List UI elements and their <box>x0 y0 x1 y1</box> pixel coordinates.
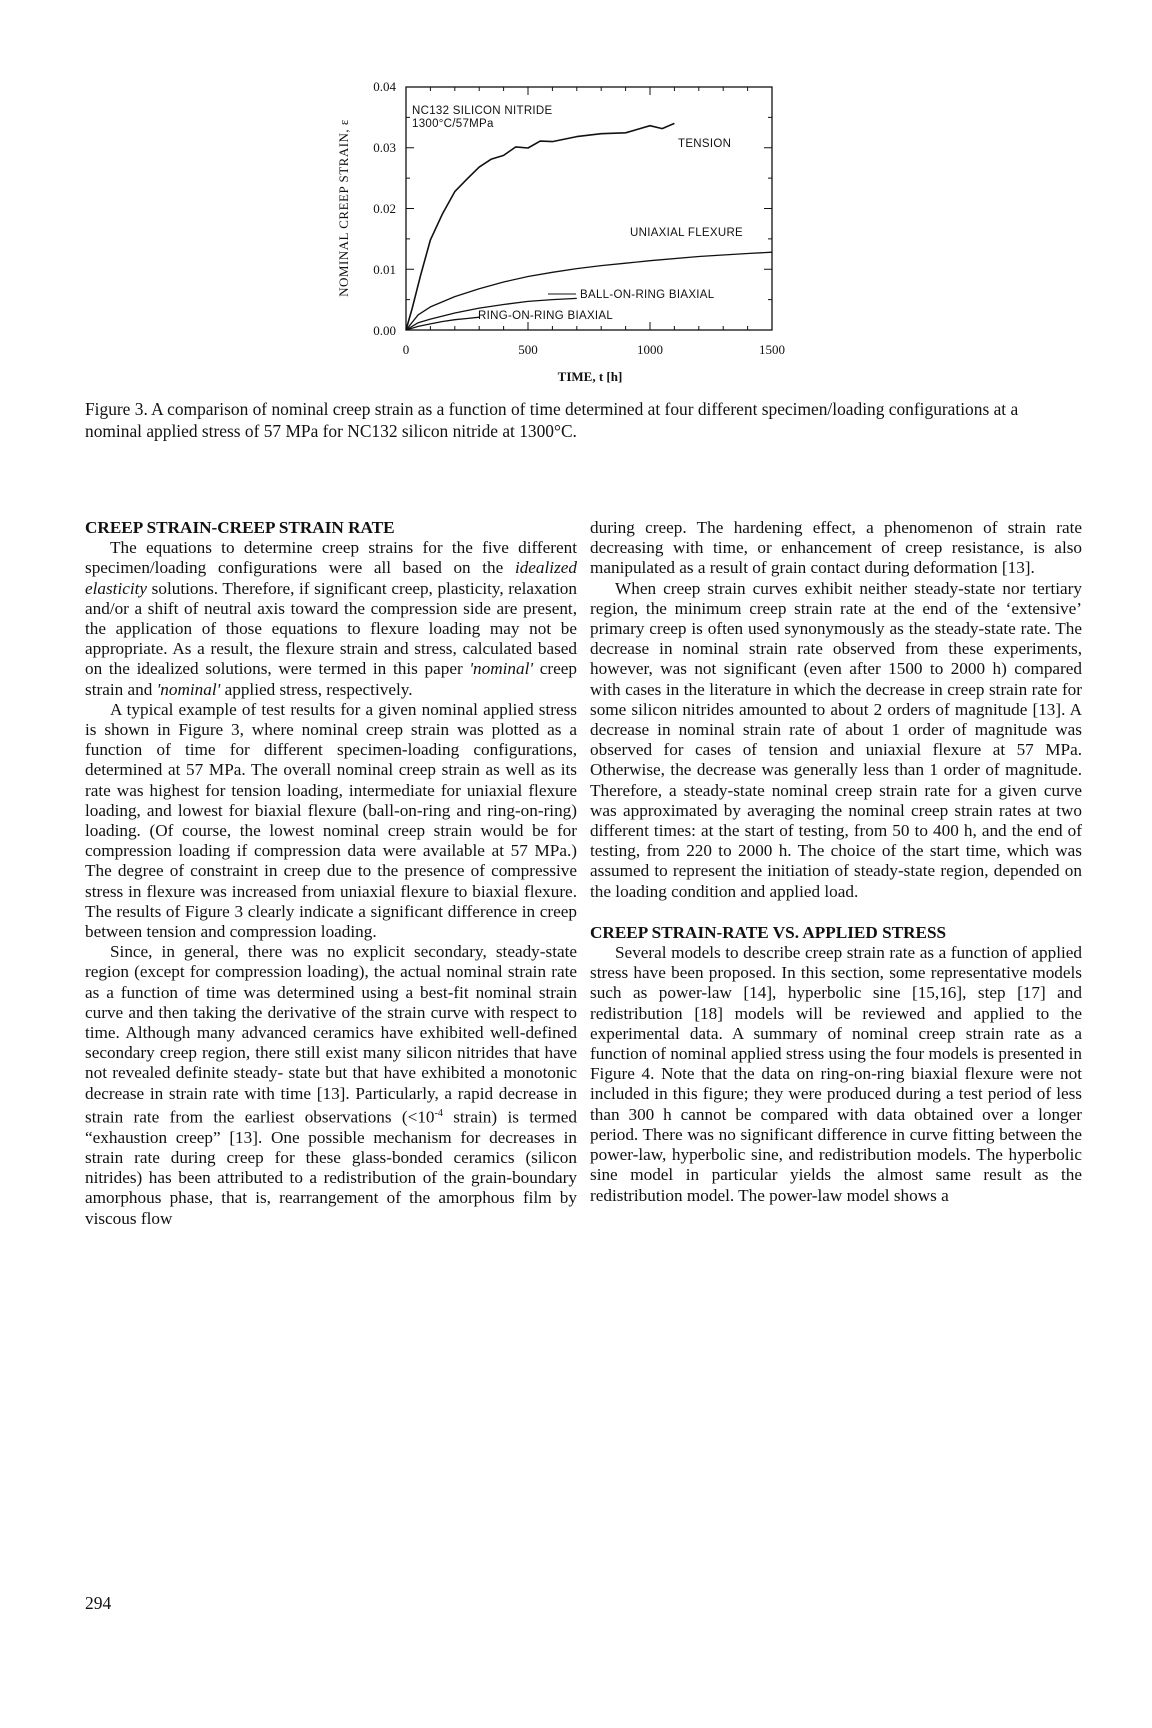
emphasis: 'nominal' <box>469 659 534 679</box>
series-label-uniaxial-flexure: UNIAXIAL FLEXURE <box>630 227 744 239</box>
paragraph: during creep. The hardening effect, a phenomenon of strain rate decreasing with time, or enhancement of creep resistance, is also manipulated as a result of grain contact during deformation [13]. <box>590 518 1082 578</box>
text-run: creep strain and <box>85 659 577 699</box>
y-tick-label: 0.00 <box>373 323 396 338</box>
page-number: 294 <box>85 1593 112 1613</box>
right-column <box>590 518 1082 1206</box>
x-tick-label: 500 <box>518 342 538 357</box>
emphasis: idealized elasticity <box>85 558 577 598</box>
emphasis: 'nominal' <box>156 679 221 699</box>
paragraph: A typical example of test results for a given nominal applied stress is shown in Figure 3, where nominal creep strain was plotted as a function of time for different specimen-loading configurations, determined at 57 MPa. The overall nominal creep strain as well as its rate was highest for tension loading, intermediate for uniaxial flexure loading, and lowest for biaxial flexure (ball-on-ring and ring-on-ring) loading. (Of course, the lowest nominal creep strain would be for compression loading if compression data were available at 57 MPa.) The degree of constraint in creep due to the presence of compressive stress in flexure was increased from uniaxial flexure to biaxial flexure. The results of Figure 3 clearly indicate a significant difference in creep between tension and compression loading. <box>85 699 577 942</box>
annotation-material: NC132 SILICON NITRIDE <box>412 105 553 117</box>
annotation-condition: 1300°C/57MPa <box>412 118 494 130</box>
text-run: The equations to determine creep strains for the five different specimen/loading configurations were all based on the <box>85 538 577 578</box>
paragraph <box>85 538 577 700</box>
y-tick-label: 0.03 <box>373 140 396 155</box>
y-tick-label: 0.04 <box>373 79 396 94</box>
text-run: Since, in general, there was no explicit secondary, steady-state region (except for compression loading), the actual nominal strain rate as a function of time was determined using a best-fit nominal strain curve and then taking the derivative of the strain curve with respect to time. Although many advanced ceramics have exhibited well-defined secondary creep region, there still exist many silicon nitrides that have not revealed definite steady- state but that have exhibited a monotonic decrease in strain rate with time [13]. Particularly, a rapid decrease in strain rate from the earliest observations (<10 <box>85 942 577 1127</box>
text-run: strain) is termed “exhaustion creep” [13]. One possible mechanism for decreases in strain rate during creep for these glass-bonded ceramics (silicon nitrides) has been attributed to a redistribution of the grain-boundary amorphous phase, that is, rearrangement of the amorphous film by viscous flow <box>85 1107 577 1228</box>
figure-caption: Figure 3. A comparison of nominal creep strain as a function of time determined at four different specimen/loading configurations at a nominal applied stress of 57 MPa for NC132 silicon nitride at 1300°C. <box>85 399 1019 441</box>
x-tick-label: 1000 <box>637 342 663 357</box>
x-tick-label: 0 <box>402 342 410 357</box>
section-heading: CREEP STRAIN-CREEP STRAIN RATE <box>85 518 395 537</box>
y-axis-title: NOMINAL CREEP STRAIN, ε <box>336 119 351 297</box>
series-label-ring-on-ring: RING-ON-RING BIAXIAL <box>478 310 614 322</box>
paragraph: When creep strain curves exhibit neither steady-state nor tertiary region, the minimum creep strain rate at the end of the ‘extensive’ primary creep is often used synonymously as the steady-state rate. The decrease in nominal strain rate observed from these experiments, however, was not significant (even after 1500 to 2000 h) compared with cases in the literature in which the decrease in creep strain rate for some silicon nitrides amounted to about 2 orders of magnitude [13]. A decrease in nominal strain rate of about 1 order of magnitude was observed for cases of tension and uniaxial flexure at 57 MPa. Otherwise, the decrease was generally less than 1 order of magnitude. Therefore, a steady-state nominal creep strain rate for a given curve was approximated by averaging the nominal creep strain rates at two different times: at the start of testing, from 50 to 400 h, and the end of testing, from 220 to 2000 h. The choice of the start time, which was assumed to represent the initiation of steady-state region, depended on the loading condition and applied load. <box>590 578 1082 901</box>
left-column <box>85 518 577 1229</box>
superscript: -4 <box>434 1107 443 1119</box>
y-tick-label: 0.01 <box>373 262 396 277</box>
series-label-tension: TENSION <box>678 138 732 150</box>
paragraph: Several models to describe creep strain rate as a function of applied stress have been proposed. In this section, some representative models such as power-law [14], hyperbolic sine [15,16], step [17] and redistribution [18] models will be reviewed and applied to the experimental data. A summary of nominal creep strain rate as a function of nominal applied stress using the four models is presented in Figure 4. Note that the data on ring-on-ring biaxial flexure were not included in this figure; they were produced during a test period of less than 300 h cannot be compared with data obtained over a longer period. There was no significant difference in curve fitting between the power-law, hyperbolic sine, and redistribution models. The hyperbolic sine model in particular yields the almost same result as the redistribution model. The power-law model shows a <box>590 943 1082 1205</box>
creep-strain-chart <box>0 0 1152 400</box>
y-tick-label: 0.02 <box>373 201 396 216</box>
series-label-ball-on-ring: BALL-ON-RING BIAXIAL <box>580 289 715 301</box>
figure-3 <box>0 0 1152 400</box>
x-axis-title: TIME, t [h] <box>557 369 623 384</box>
text-run: solutions. Therefore, if significant creep, plasticity, relaxation and/or a shift of neutral axis toward the compression side are present, the application of those equations to flexure loading may not be appropriate. As a result, the flexure strain and stress, calculated based on the idealized solutions, were termed in this paper <box>85 578 577 679</box>
paragraph <box>85 942 577 1229</box>
section-heading: CREEP STRAIN-RATE VS. APPLIED STRESS <box>590 922 947 942</box>
x-tick-label: 1500 <box>759 342 785 357</box>
text-run: applied stress, respectively. <box>220 679 413 699</box>
